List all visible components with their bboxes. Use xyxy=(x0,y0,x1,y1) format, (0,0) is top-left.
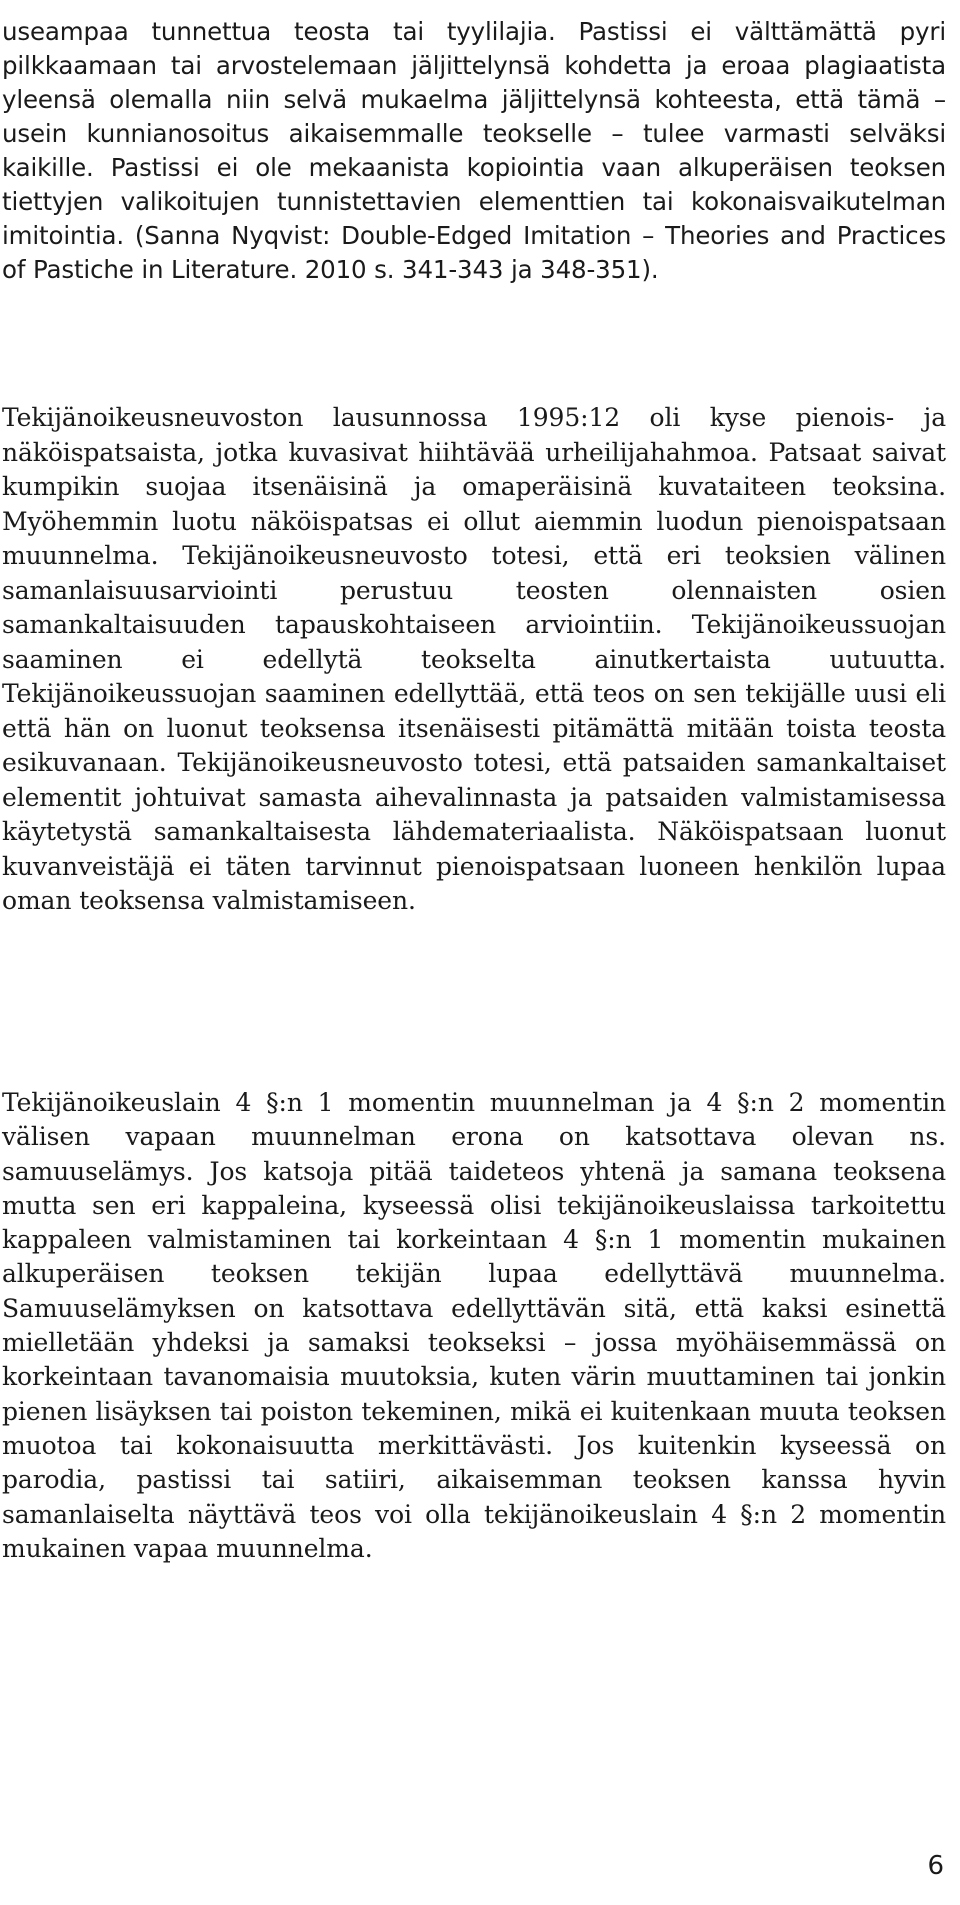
paragraph-identity-experience: Tekijänoikeuslain 4 §:n 1 momentin muunnelman ja 4 §:n 2 momentin välisen vapaan muunnelman erona on katsottava olevan ns. samuuselämys. Jos katsoja pitää taideteos yhtenä ja samana teoksena mutta sen eri kappaleina, kyseessä olisi tekijänoikeuslaissa tarkoitettu kappaleen valmistaminen tai korkeintaan 4 §:n 1 momentin mukainen alkuperäisen teoksen tekijän lupaa edellyttävä muunnelma. Samuuselämyksen on katsottava edellyttävän sitä, että kaksi esinettä mielletään yhdeksi ja samaksi teokseksi – jossa myöhäisemmässä on korkeintaan tavanomaisia muutoksia, kuten värin muuttaminen tai jonkin pienen lisäyksen tai poiston tekeminen, mikä ei kuitenkaan muuta teoksen muotoa tai kokonaisuutta merkittävästi. Jos kuitenkin kyseessä on parodia, pastissi tai satiiri, aikaisemman teoksen kanssa hyvin samanlaiselta näyttävä teos voi olla tekijänoikeuslain 4 §:n 2 momentin mukainen vapaa muunnelma. xyxy=(2,1088,946,1563)
paragraph-pastiche-definition: useampaa tunnettua teosta tai tyylilajia. Pastissi ei välttämättä pyri pilkkaamaan tai arvostelemaan jäljittelynsä kohdetta ja eroaa plagiaatista yleensä olemalla niin selvä mukaelma jäljittelynsä kohteesta, että tämä – usein kunnianosoitus aikaisemmalle teokselle – tulee varmasti selväksi kaikille. Pastissi ei ole mekaanista kopiointia vaan alkuperäisen teoksen tiettyjen valikoitujen tunnistettavien elementtien tai kokonaisvaikutelman imitointia. (Sanna Nyqvist: Double-Edged Imitation – Theories and Practices of Pastiche in Literature. 2010 s. 341-343 ja 348-351). xyxy=(2,16,946,285)
paragraph-council-statement: Tekijänoikeusneuvoston lausunnossa 1995:12 oli kyse pienois- ja näköispatsaista, jotka kuvasivat hiihtävää urheilijahahmoa. Patsaat saivat kumpikin suojaa itsenäisinä ja omaperäisinä kuvataiteen teoksina. Myöhemmin luotu näköispatsas ei ollut aiemmin luodun pienoispatsaan muunnelma. Tekijänoikeusneuvosto totesi, että eri teoksien välinen samanlaisuusarviointi perustuu teosten olennaisten osien samankaltaisuuden tapauskohtaiseen arviointiin. Tekijänoikeussuojan saaminen ei edellytä teokselta ainutkertaista uutuutta. Tekijänoikeussuojan saaminen edellyttää, että teos on sen tekijälle uusi eli että hän on luonut teoksensa itsenäisesti pitämättä mitään toista teosta esikuvanaan. Tekijänoikeusneuvosto totesi, että patsaiden samankaltaiset elementit johtuivat samasta aihevalinnasta ja patsaiden valmistamisessa käytetystä samankaltaisesta lähdemateriaalista. Näköispatsaan luonut kuvanveistäjä ei täten tarvinnut pienoispatsaan luoneen henkilön lupaa oman teoksensa valmistamiseen. xyxy=(2,403,946,915)
page-number: 6 xyxy=(927,1851,944,1881)
